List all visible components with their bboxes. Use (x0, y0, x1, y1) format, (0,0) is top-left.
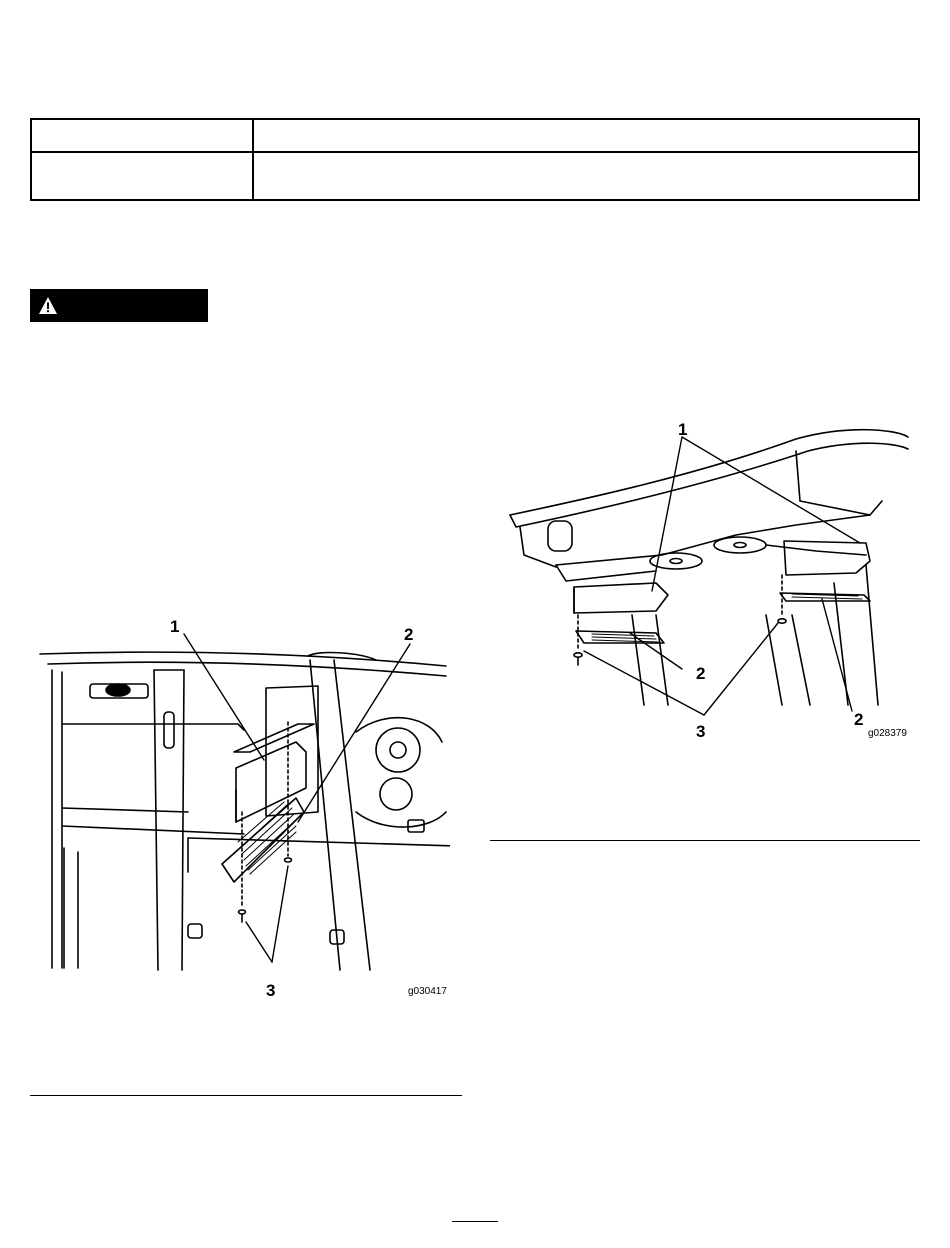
figure-right-rule (490, 840, 920, 841)
callout-1: 1 (678, 420, 688, 439)
figure-left (38, 612, 450, 1002)
warning-triangle-icon (38, 296, 58, 316)
page-number-line (452, 1221, 498, 1222)
figure-right (496, 415, 914, 740)
spec-table (30, 118, 920, 201)
figure-left-rule (30, 1095, 462, 1096)
callout-2b: 2 (854, 710, 864, 729)
figure-id: g028379 (868, 728, 907, 739)
warning-label (30, 289, 208, 322)
figure-left-illustration (38, 612, 450, 1002)
callout-2: 2 (404, 625, 414, 644)
callout-1: 1 (170, 617, 180, 636)
table-row-divider (32, 151, 918, 153)
figure-id: g030417 (408, 986, 447, 997)
callout-3: 3 (696, 722, 706, 741)
callout-3: 3 (266, 981, 276, 1000)
table-column-divider (252, 120, 254, 199)
figure-right-illustration (496, 415, 914, 740)
callout-2a: 2 (696, 664, 706, 683)
